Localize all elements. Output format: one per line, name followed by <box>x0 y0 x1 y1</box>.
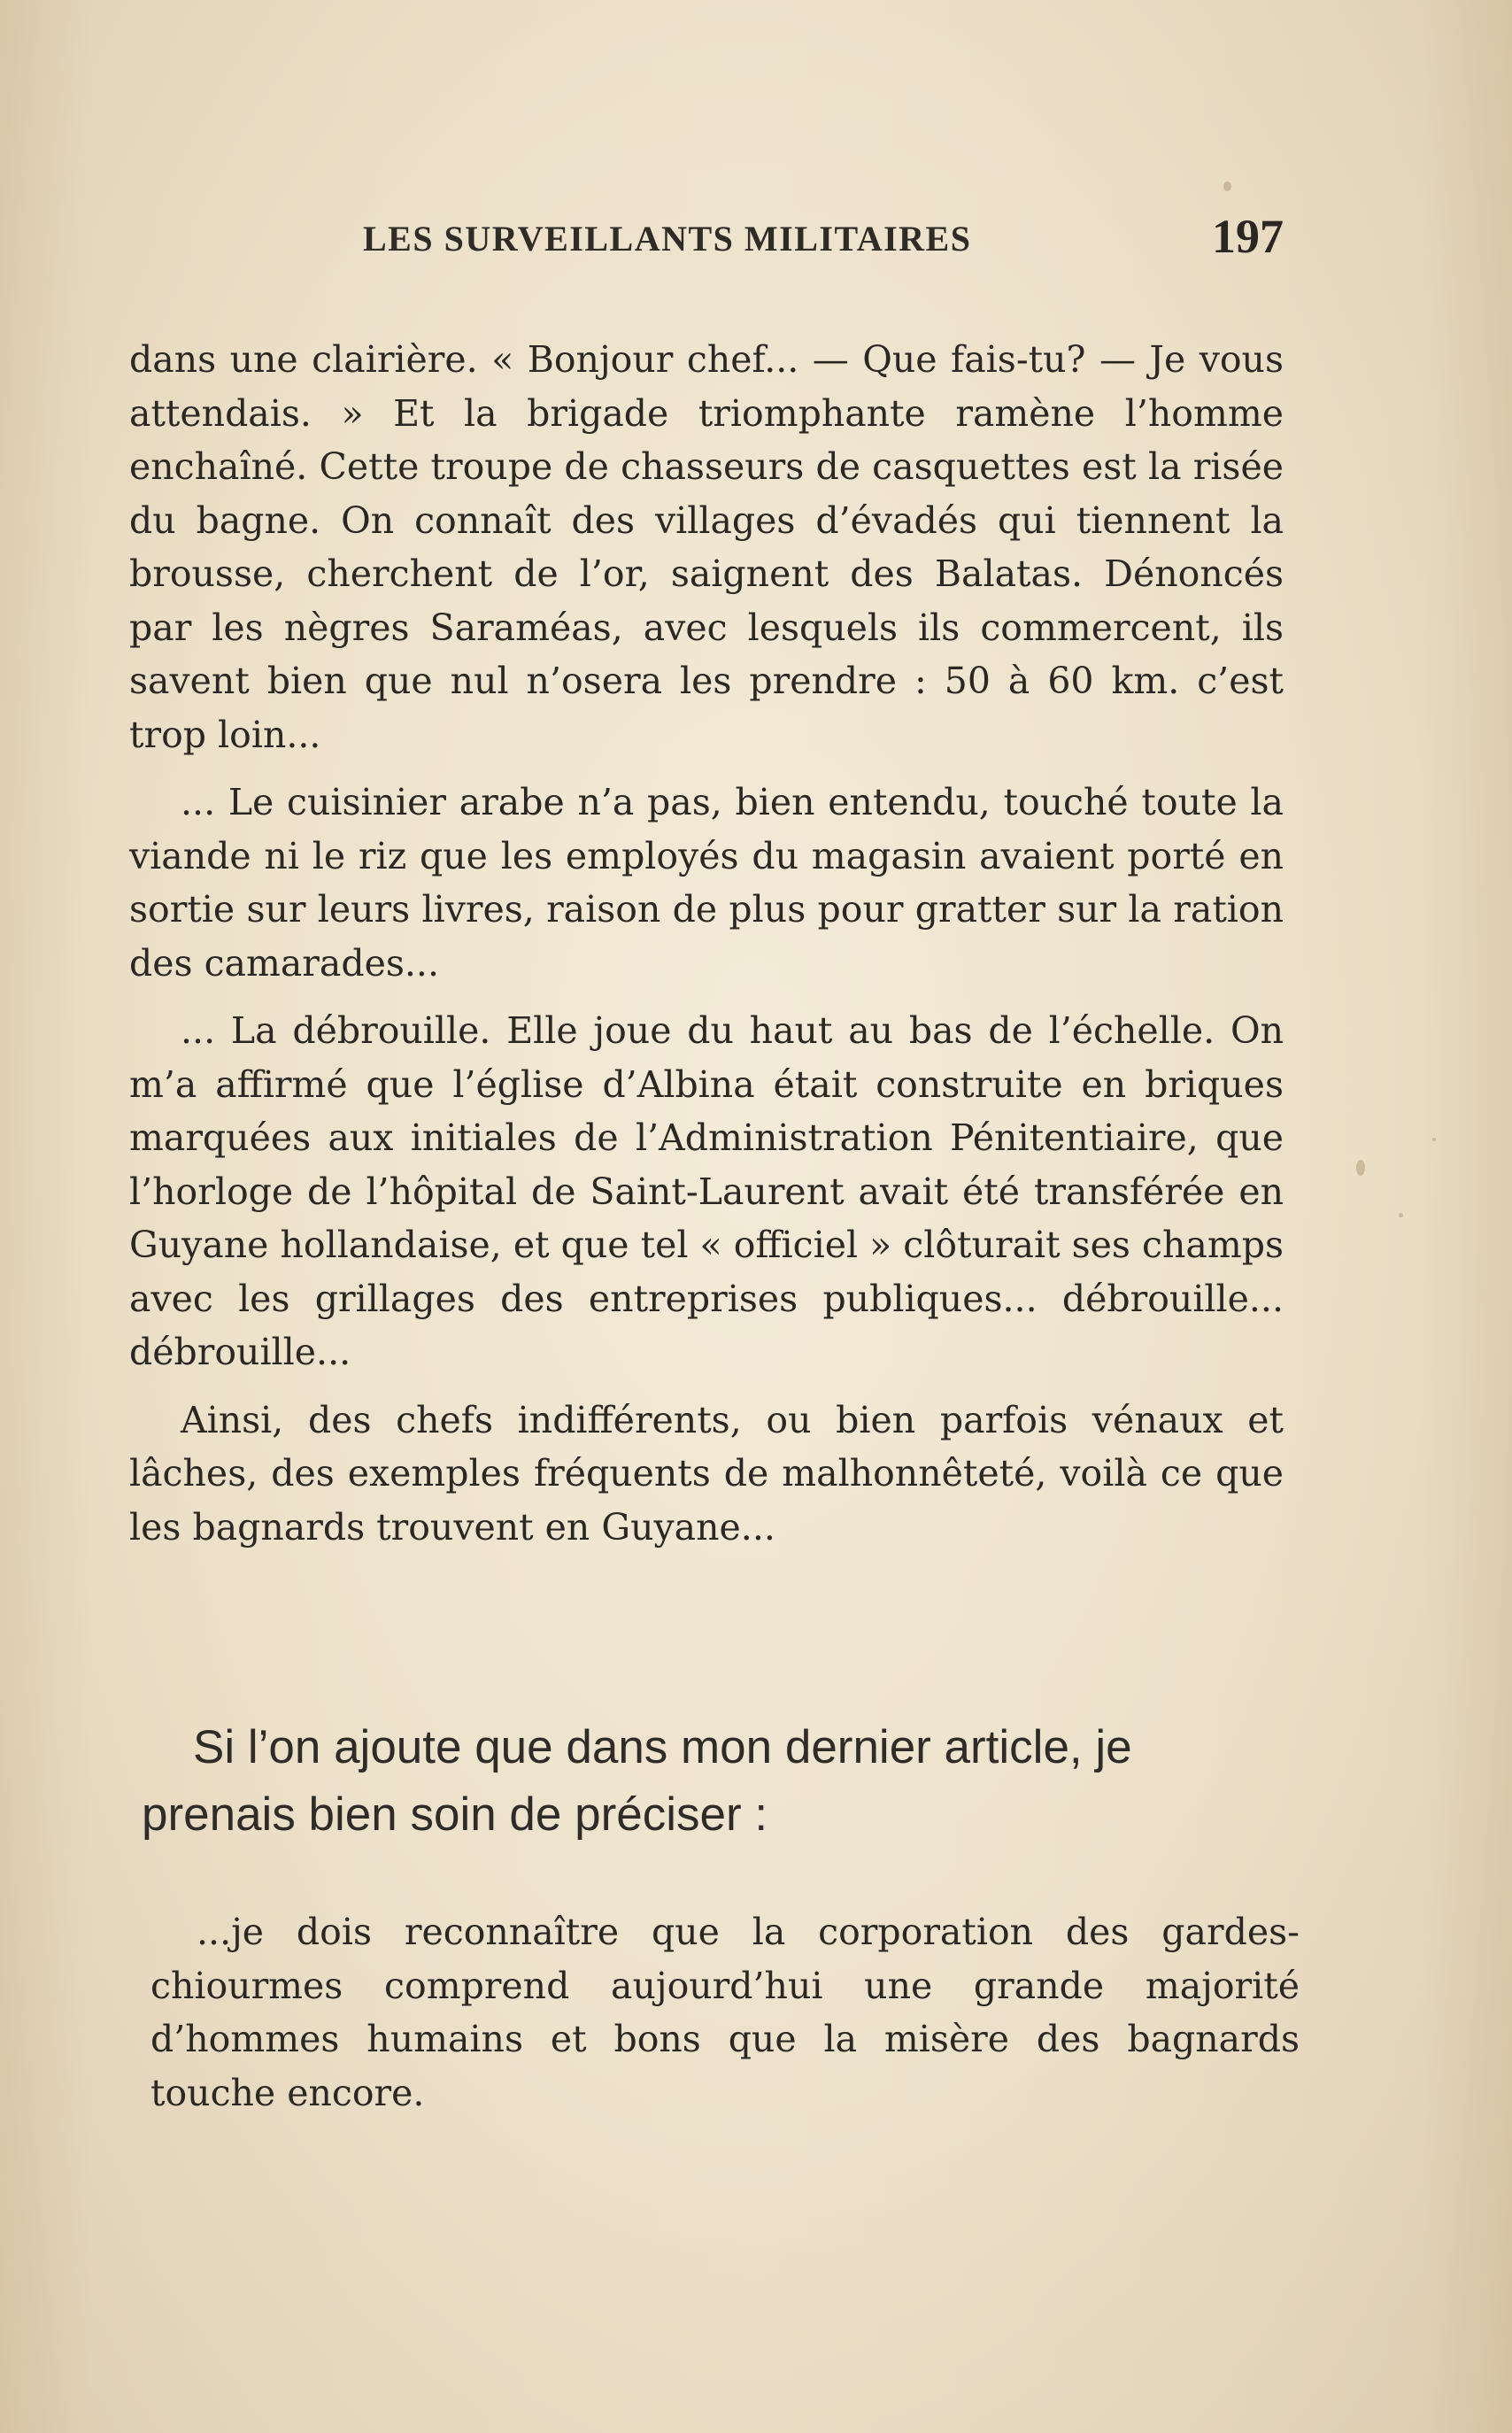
paper-spot <box>1356 1160 1365 1176</box>
quoted-paragraph: ...je dois reconnaître que la corporation des gardes-chiourmes comprend aujourd’hui une grande majorité d’hommes humains et bons que la misère des bagnards touche encore. <box>150 1911 1300 2114</box>
paper-spot <box>1223 182 1231 191</box>
paragraph-cuisinier: ... Le cuisinier arabe n’a pas, bien entendu, touché toute la viande ni le riz que les employés du magasin avaient porté en sortie sur leurs livres, raison de plus pour gratter sur la ration des camarades... <box>129 781 1284 985</box>
body-text <box>129 333 1284 1554</box>
intro-paragraph: Si l’on ajoute que dans mon dernier article, je prenais bien soin de préciser : <box>142 1721 1132 1841</box>
page-number: 197 <box>1212 210 1284 263</box>
paper-spot <box>1432 1138 1436 1141</box>
paper-spot <box>1399 1213 1403 1217</box>
page-header <box>363 209 1284 271</box>
paragraph-debrouille: ... La débrouille. Elle joue du haut au bas de l’échelle. On m’a affirmé que l’église d’Albina était construite en briques marquées aux initiales de l’Administration Pénitentiaire, que l’horloge de l’hôpital de Saint-Laurent avait été transférée en Guyane hollandaise, et que tel « officiel » clôturait ses champs avec les grillages des entreprises publiques... débrouille... débrouille... <box>129 1009 1284 1373</box>
running-title: LES SURVEILLANTS MILITAIRES <box>363 219 972 259</box>
paragraph-evades: dans une clairière. « Bonjour chef... — Que fais-tu? — Je vous attendais. » Et la brigade triomphante ramène l’homme enchaîné. Cette troupe de chasseurs de casquettes est la risée du bagne. On connaît des villages d’évadés qui tiennent la brousse, cherchent de l’or, saignent des Balatas. Dénoncés par les nègres Saraméas, avec lesquels ils commercent, ils savent bien que nul n’osera les prendre : 50 à 60 km. c’est trop loin... <box>129 338 1284 756</box>
paragraph-conclusion: Ainsi, des chefs indifférents, ou bien parfois vénaux et lâches, des exemples fréquents de malhonnêteté, voilà ce que les bagnards trouvent en Guyane... <box>129 1398 1284 1549</box>
